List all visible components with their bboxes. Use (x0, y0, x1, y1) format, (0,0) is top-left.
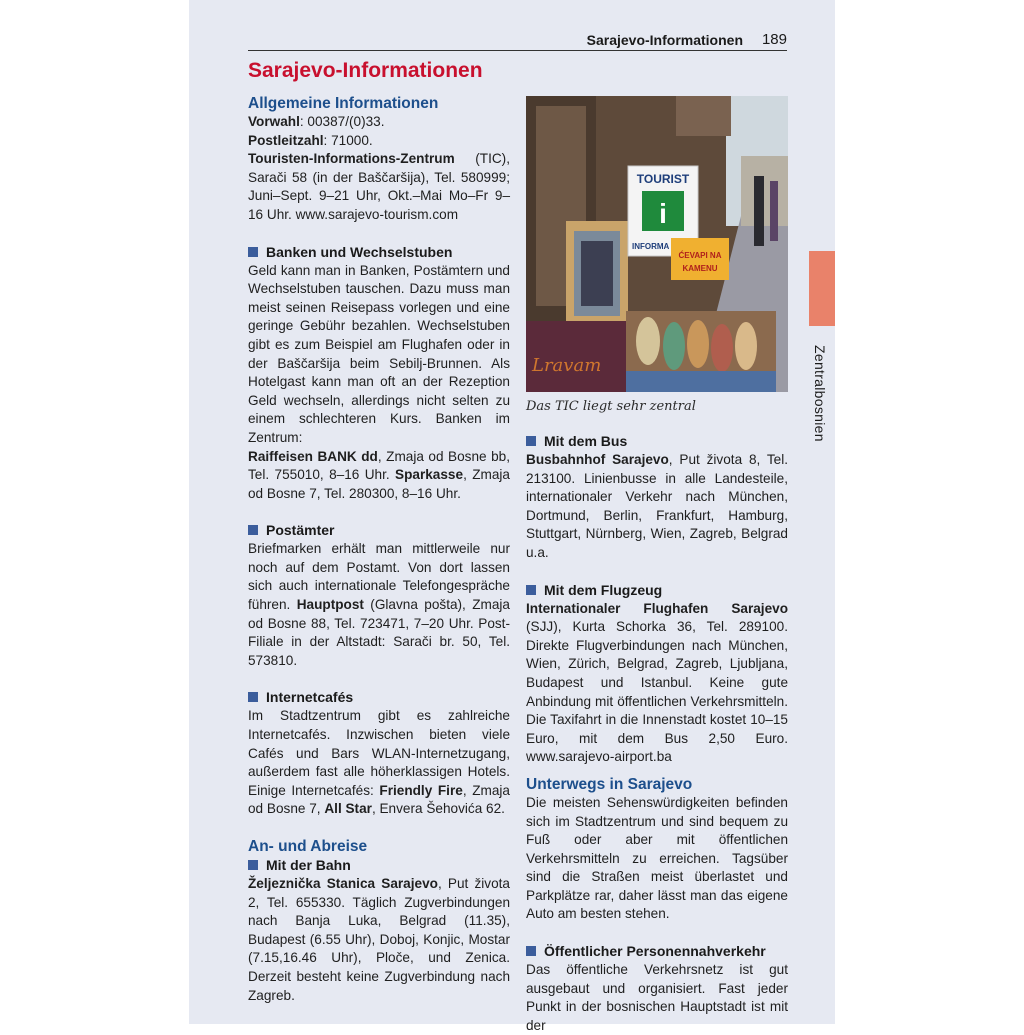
rail-station-label: Željeznička Stanica Sarajevo (248, 876, 438, 891)
vorwahl-value: : 00387/(0)33. (299, 114, 385, 129)
internet-paragraph (248, 707, 510, 819)
bullet-square-icon (526, 946, 536, 956)
airport-label: Internationaler Flughafen Sarajevo (526, 600, 788, 616)
bullet-square-icon (248, 525, 258, 535)
tic-paragraph (248, 150, 510, 224)
bullet-square-icon (248, 247, 258, 257)
city-paragraph: Die meisten Sehenswürdigkeiten befinden sich im Stadtzentrum und sind bequem zu Fuß oder aber mit öffentlichen Verkehrsmitteln zu erreichen. Tagsüber sind die Straßen meist überlastet und Parkplätze rar, daher lässt man das eigene Auto am besten stehen. (526, 794, 788, 922)
post-text: Briefmarken erhält man mittlerweile nur noch auf dem Postamt. Von dort lassen sich auch internationale Telefongespräche führen. (248, 541, 510, 613)
all-star-label: All Star (324, 801, 372, 817)
tic-label: Touristen-Informations-Zentrum (248, 151, 455, 167)
sign-info-glyph: i (659, 198, 667, 229)
right-column (526, 96, 788, 1035)
air-heading-text: Mit dem Flugzeug (544, 581, 663, 598)
banks-heading (248, 243, 510, 262)
photo-caption: Das TIC liegt sehr zentral (526, 399, 696, 414)
bullet-square-icon (526, 585, 536, 595)
city-heading: Unterwegs in Sarajevo (526, 775, 693, 793)
vorwahl-label: Vorwahl (248, 114, 300, 129)
plz-label: Postleitzahl (248, 132, 324, 148)
bullet-square-icon (248, 692, 258, 702)
air-heading (526, 581, 788, 600)
internet-text: Im Stadtzentrum gibt es zahlreiche Internetcafés. Inzwischen bieten viele Cafés und Bars WLAN-Internetzugang, außerdem fast alle höherklassigen Hotels. Einige Internetcafés: (248, 708, 510, 798)
post-heading (248, 521, 510, 540)
raiffeisen-text: , Zmaja od Bosne bb, Tel. 755010, 8–16 Uhr. (248, 448, 510, 483)
post-paragraph (248, 540, 510, 670)
sign-tourist-text: TOURIST (636, 172, 690, 186)
tourist-info-photo (526, 96, 788, 392)
rail-heading (248, 856, 510, 875)
post-heading-text: Postämter (266, 522, 335, 539)
sign-informa-text: INFORMA (632, 242, 670, 251)
vorwahl-line (248, 113, 510, 132)
tic-text: (TIC), Sarači 58 (in der Baščaršija), Tel. 580999; Juni–Sept. 9–21 Uhr, Okt.–Mai Mo–Fr 9–16 Uhr. www.sarajevo-tourism.com (248, 151, 510, 222)
rail-text: , Put života 2, Tel. 655330. Täglich Zugverbindungen nach Banja Luka, Belgrad (11.35), Budapest (6.55 Uhr), Doboj, Konjic, Mostar (7.15,16.46 Uhr), Ploče, und Zenica. Derzeit besteht keine Zugverbindung nach Zagreb. (248, 876, 510, 1003)
internet-heading (248, 688, 510, 707)
friendly-fire-label: Friendly Fire (379, 782, 463, 798)
chapter-side-label: Zentralbosnien (812, 345, 828, 442)
bus-heading-text: Mit dem Bus (544, 433, 628, 449)
hauptpost-text: (Glavna pošta), Zmaja od Bosne 88, Tel. 723471, 7–20 Uhr. Post-Filiale in der Altstadt: Sarači br. 50, Tel. 573810. (248, 597, 510, 668)
hauptpost-label: Hauptpost (296, 597, 364, 613)
all-star-text: , Envera Šehovića 62. (371, 801, 505, 817)
opnv-paragraph: Das öffentliche Verkehrsnetz ist gut ausgebaut und organisiert. Fast jeder Punkt in der bosnischen Hauptstadt ist mit der (526, 962, 788, 1033)
banks-list (248, 448, 510, 504)
general-info-heading: Allgemeine Informationen (248, 95, 439, 112)
running-header (248, 30, 787, 51)
plz-line (248, 132, 510, 151)
sign-cevapi-line1: ĆEVAPI NA (678, 251, 722, 260)
rail-heading-text: Mit der Bahn (266, 857, 351, 873)
chapter-tab (809, 251, 835, 326)
page-title: Sarajevo-Informationen (248, 59, 483, 82)
page-number: 189 (761, 31, 787, 48)
left-column (248, 58, 510, 1005)
plz-value: : 71000. (323, 132, 373, 148)
raiffeisen-label: Raiffeisen BANK dd (248, 448, 378, 464)
bus-text: , Put života 8, Tel. 213100. Linienbusse in alle Landesteile, internationaler Verkehr nach München, Dortmund, Berlin, Frankfurt, Hamburg, Stuttgart, Nürnberg, Wien, Zagreb, Belgrad u.a. (526, 452, 789, 560)
banks-paragraph: Geld kann man in Banken, Postämtern und Wechselstuben tauschen. Dazu muss man meist seinen Reisepass vorlegen und eine geringe Gebühr bezahlen. Wechselstuben gibt es zum Beispiel am Flughafen oder in der Baščaršija beim Sebilj-Brunnen. Als Hotelgast kann man oft an der Rezeption Geld wechseln, allerdings nicht selten zu einem schlechteren Kurs. Banken im Zentrum: (248, 262, 510, 445)
opnv-heading-text: Öffentlicher Personennahverkehr (544, 943, 766, 960)
bullet-square-icon (526, 436, 536, 446)
bus-heading (526, 432, 788, 451)
sparkasse-label: Sparkasse (395, 467, 464, 483)
photo-illustration (526, 96, 788, 392)
air-paragraph (526, 600, 788, 767)
shop-lettering: Lravam (532, 355, 602, 376)
sparkasse-text: , Zmaja od Bosne 7, Tel. 280300, 8–16 Uhr. (248, 467, 510, 501)
arrival-heading: An- und Abreise (248, 838, 368, 855)
sign-cevapi-line2: KAMENU (682, 264, 718, 273)
banks-heading-text: Banken und Wechselstuben (266, 243, 453, 260)
bus-station-label: Busbahnhof Sarajevo (526, 452, 669, 467)
internet-heading-text: Internetcafés (266, 689, 354, 706)
bus-paragraph (526, 451, 788, 563)
rail-paragraph (248, 875, 510, 1005)
air-text: (SJJ), Kurta Schorka 36, Tel. 289100. Direkte Flugverbindungen nach München, Wien, Zürich, Belgrad, Zagreb, Ljubljana, Budapest und Istanbul. Keine gute Anbindung mit öffentlichen Verkehrsmitteln. Die Taxifahrt in die Innenstadt kostet 10–15 Euro, mit dem Bus 2,50 Euro. www.sarajevo-airport.ba (526, 619, 788, 765)
friendly-fire-text: , Zmaja od Bosne 7, (248, 782, 510, 817)
header-section-title: Sarajevo-Informationen (586, 32, 743, 48)
opnv-heading (526, 942, 788, 961)
bullet-square-icon (248, 860, 258, 870)
